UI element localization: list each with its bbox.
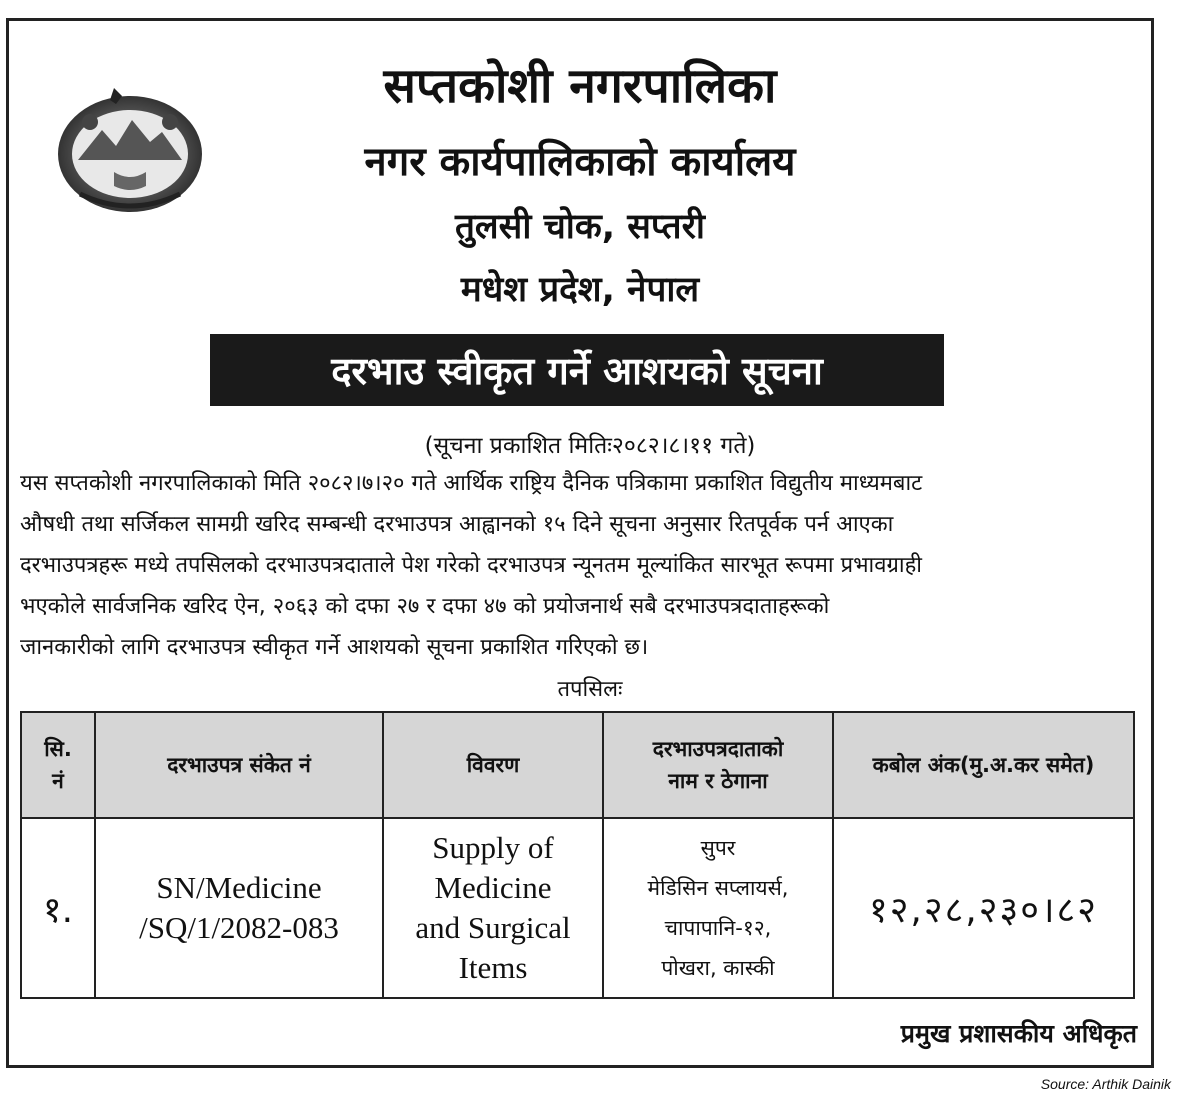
body-line: दरभाउपत्रहरू मध्ये तपसिलको दरभाउपत्रदाताले पेश गरेको दरभाउपत्र न्यूनतम मूल्यांकित सारभूत रूपमा प्रभावग्राही	[20, 553, 922, 578]
cell-description-line: and Surgical	[415, 910, 571, 945]
cell-code-line: SN/Medicine	[156, 870, 322, 905]
table-row	[21, 818, 1134, 998]
nepal-government-emblem-icon	[50, 82, 210, 222]
municipality-name: सप्तकोशी नगरपालिका	[383, 58, 777, 114]
body-line: भएकोले सार्वजनिक खरिद ऐन, २०६३ को दफा २७ र दफा ४७ को प्रयोजनार्थ सबै दरभाउपत्रदाताहरूको	[20, 594, 830, 619]
cell-code-line: /SQ/1/2082-083	[139, 910, 339, 945]
notice-body	[20, 463, 1138, 668]
cell-description-line: Supply of	[432, 830, 554, 865]
body-line: यस सप्तकोशी नगरपालिकाको मिति २०८२।७।२० गते आर्थिक राष्ट्रिय दैनिक पत्रिकामा प्रकाशित विद्युतीय माध्यमबाट	[20, 471, 923, 496]
header-bidder-line: दरभाउपत्रदाताको	[652, 737, 784, 761]
table-header-row	[21, 712, 1134, 818]
office-location: तुलसी चोक, सप्तरी	[454, 207, 705, 247]
cell-bidder-line: मेडिसिन सप्लायर्स,	[647, 876, 789, 900]
published-date: (सूचना प्रकाशित मितिः२०८२।८।११ गते)	[424, 433, 756, 459]
header-amount: कबोल अंक(मु.अ.कर समेत)	[833, 712, 1134, 818]
signer-title: प्रमुख प्रशासकीय अधिकृत	[900, 1019, 1137, 1048]
cell-bidder-line: चापापानि-१२,	[664, 916, 772, 940]
header-description: विवरण	[383, 712, 603, 818]
body-line: जानकारीको लागि दरभाउपत्र स्वीकृत गर्ने आशयको सूचना प्रकाशित गरिएको छ।	[20, 635, 649, 660]
cell-bidder	[603, 818, 833, 998]
header-bidder-line: नाम र ठेगाना	[668, 769, 768, 793]
notice-title: दरभाउ स्वीकृत गर्ने आशयको सूचना	[210, 334, 944, 406]
cell-code	[95, 818, 383, 998]
cell-sn: १.	[21, 818, 95, 998]
cell-bidder-line: पोखरा, कास्की	[661, 956, 775, 980]
cell-description-line: Medicine	[434, 870, 552, 905]
cell-description	[383, 818, 603, 998]
header-bidder	[603, 712, 833, 818]
cell-description-line: Items	[458, 950, 528, 985]
header-sn-line: सि.	[44, 737, 72, 761]
office-name: नगर कार्यपालिकाको कार्यालय	[364, 139, 796, 185]
source-credit: Source: Arthik Dainik	[1040, 1076, 1171, 1092]
schedule-label: तपसिलः	[557, 677, 623, 702]
cell-amount: १२,२८,२३०।८२	[833, 818, 1134, 998]
header-sn	[21, 712, 95, 818]
cell-bidder-line: सुपर	[700, 836, 736, 860]
office-province: मधेश प्रदेश, नेपाल	[460, 270, 700, 310]
header-code: दरभाउपत्र संकेत नं	[95, 712, 383, 818]
body-line: औषधी तथा सर्जिकल सामग्री खरिद सम्बन्धी दरभाउपत्र आह्वानको १५ दिने सूचना अनुसार रितपूर्वक पर्न आएका	[20, 512, 894, 537]
award-table	[20, 711, 1135, 999]
header-sn-line: नं	[52, 769, 64, 793]
